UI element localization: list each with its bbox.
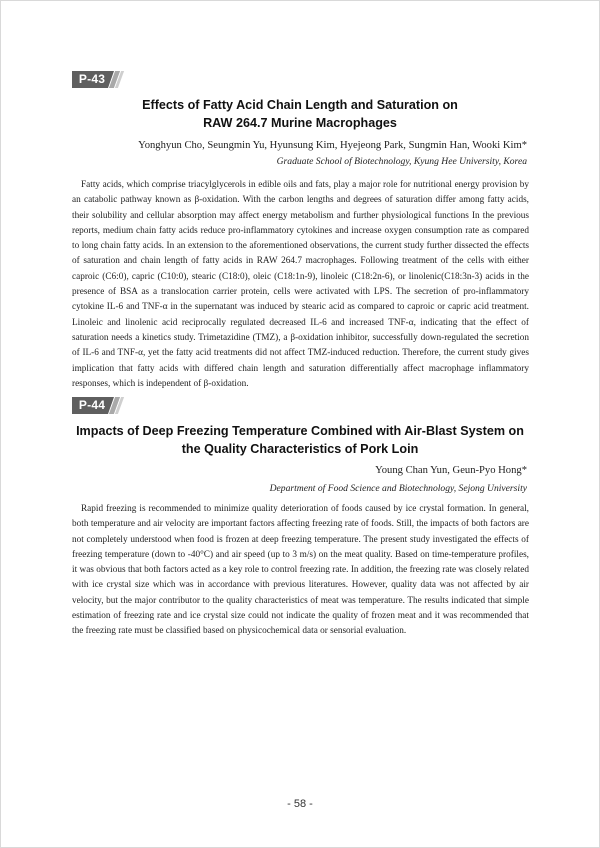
- title-line: Impacts of Deep Freezing Temperature Combined with Air-Blast System on: [76, 424, 524, 438]
- affiliation: Department of Food Science and Biotechnology, Sejong University: [269, 483, 527, 494]
- author-list: Yonghyun Cho, Seungmin Yu, Hyunsung Kim, Hyejeong Park, Sungmin Han, Wooki Kim*: [138, 140, 527, 151]
- abstract-body: Rapid freezing is recommended to minimize quality deterioration of foods caused by ice crystal formation. In general, both temperature and air velocity are important factors affecting freezing rate of foods. Still, the impacts of both factors are not completely understood when food is frozen at deep freezing temperature. The present study investigated the effects of freezing temperature (down to -40°C) and air speed (up to 3 m/s) on the meat quality. Based on time-temperature profiles, it was obvious that both factors acted as a key role to control freezing rate. In addition, the freezing rate was closely related with ice crystal size which was in accordance with previous literatures. However, quality data was not affected by air velocity, but the major contributor to the quality characteristics of meat was temperature. The results indicated that simple estimation of freezing rate and ice crystal size could not indicate the quality of frozen meat and it was recommended that the freezing rate must be classified based on physicochemical data or sensorial evaluation.: [72, 504, 529, 637]
- poster-number: P-43: [78, 72, 106, 86]
- page-number: - 58 -: [287, 798, 313, 810]
- title-line: the Quality Characteristics of Pork Loin: [181, 442, 419, 456]
- poster-tag-p43: [72, 71, 120, 88]
- affiliation: Graduate School of Biotechnology, Kyung Hee University, Korea: [276, 156, 527, 167]
- poster-tag-p44: [72, 397, 120, 414]
- abstract-title: [60, 422, 540, 458]
- title-line: RAW 264.7 Murine Macrophages: [203, 116, 397, 130]
- title-line: Effects of Fatty Acid Chain Length and Saturation on: [142, 98, 458, 112]
- author-list: Young Chan Yun, Geun-Pyo Hong*: [375, 465, 527, 476]
- abstract-title: [60, 96, 540, 132]
- abstract-body: Fatty acids, which comprise triacylglycerols in edible oils and fats, play a major role for nutritional energy provision by an catabolic pathway known as β-oxidation. With the carbon lengths and degrees of saturation differ among fatty acids, their solubility and cellular absorption may affect energy metabolism and further physiological functions In the previous reports, medium chain fatty acids reduce pro-inflammatory cytokines and increase oxygen consumption rate as compared to long chain fatty acids. In an extension to the aforementioned observations, the current study further dissected the effects of saturation and chain length of fatty acids in RAW 264.7 macrophages. Following treatment of the cells with either caproic (C6:0), capric (C10:0), stearic (C18:0), oleic (C18:1n-9), linoleic (C18:2n-6), or linolenic(C18:3n-3) acids in the presence of BSA as a translocation carrier protein, cells were activated with LPS. The secretion of pro-inflammatory cytokine IL-6 and TNF-α in the supernatant was induced by stearic acid as compared to caproic or capric acid treatment. Linoleic and linolenic acid reciprocally regulated decreased IL-6 and increased TNF-α, indicating that the effect of saturation needs a kinetics study. Trimetazidine (TMZ), a β-oxidation inhibitor, successfully down-regulated the secretion of IL-6 and TNF-α, yet the fatty acid treatments did not affect TMZ-induced reduction. Therefore, the current study gives implication that fatty acids with differed chain length and saturation differentially affect macrophage inflammatory responses, which is independent of β-oxidation.: [72, 180, 529, 389]
- poster-number: P-44: [78, 398, 106, 412]
